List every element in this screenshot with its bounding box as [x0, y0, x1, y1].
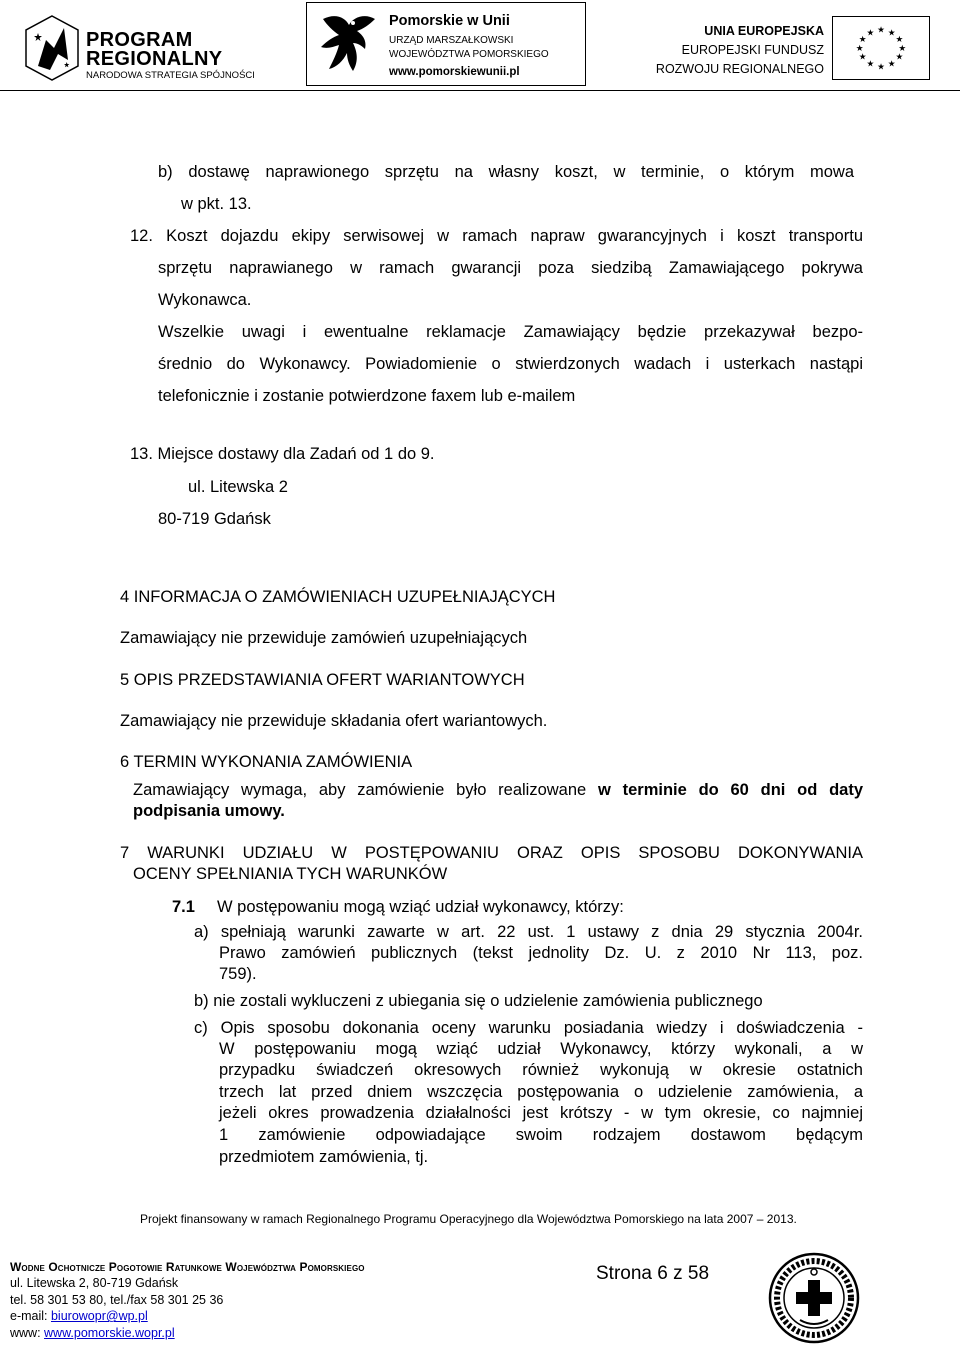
- page-number: Strona 6 z 58: [596, 1263, 710, 1284]
- item-12-line1: 12. Koszt dojazdu ekipy serwisowej w ramach napraw gwarancyjnych i koszt transportu: [130, 227, 863, 245]
- pomorskie-logo-title: Pomorskie w Unii: [389, 13, 510, 29]
- section-6-text-line1: [133, 780, 863, 800]
- eu-logo-line3: ROZWOJU REGIONALNEGO: [655, 62, 824, 76]
- item-12-line2: sprzętu naprawianego w ramach gwarancji poza siedzibą Zamawiającego pokrywa: [158, 259, 863, 277]
- svg-text:★: ★: [887, 28, 896, 39]
- item-a-line3: 759).: [219, 965, 257, 983]
- item-c-line2: W postępowaniu mogą wziąć udział Wykonawcy, którzy wykonali, a w: [219, 1040, 863, 1058]
- section-4-heading: 4 INFORMACJA O ZAMÓWIENIACH UZUPEŁNIAJĄCYCH: [120, 588, 556, 606]
- svg-text:★: ★: [855, 43, 864, 54]
- item-13-line3: 80-719 Gdańsk: [158, 510, 271, 528]
- footer-project-note: Projekt finansowany w ramach Regionalnego Programu Operacyjnego dla Województwa Pomorskiego na lata 2007 – 2013.: [140, 1212, 797, 1226]
- pomorskie-logo-line3: WOJEWÓDZTWA POMORSKIEGO: [389, 49, 549, 60]
- item-c-line6: 1 zamówienie odpowiadające swoim rodzajem dostawom będącym: [219, 1126, 863, 1144]
- item-c-line3: przypadku świadczeń okresowych również wykonują w okresie ostatnich: [219, 1061, 863, 1079]
- svg-text:★: ★: [858, 35, 867, 46]
- section-6-deadline-bold: w terminie do 60 dni od daty: [598, 781, 863, 799]
- item-a-line1: a) spełniają warunki zawarte w art. 22 ust. 1 ustawy z dnia 29 stycznia 2004r.: [194, 923, 863, 941]
- svg-text:★: ★: [895, 35, 904, 46]
- section-7-heading-line1: 7 WARUNKI UDZIAŁU W POSTĘPOWANIU ORAZ OPIS SPOSOBU DOKONYWANIA: [120, 844, 863, 862]
- eu-logo-line2: EUROPEJSKI FUNDUSZ: [681, 43, 824, 57]
- item-12-line6: telefonicznie i zostanie potwierdzone faxem lub e-mailem: [158, 387, 576, 405]
- subsection-7-1-text: W postępowaniu mogą wziąć udział wykonawcy, którzy:: [217, 898, 624, 916]
- section-6-heading: 6 TERMIN WYKONANIA ZAMÓWIENIA: [120, 753, 413, 771]
- item-13-line1: 13. Miejsce dostawy dla Zadań od 1 do 9.: [130, 445, 435, 463]
- pomorskie-logo-line2: URZĄD MARSZAŁKOWSKI: [389, 35, 514, 46]
- footer-www-label: www:: [10, 1325, 45, 1340]
- item-b2-line1: b) nie zostali wykluczeni z ubiegania się o udzielenie zamówienia publicznego: [194, 992, 763, 1010]
- item-a-line2: Prawo zamówień publicznych (tekst jednolity Dz. U. z 2010 Nr 113, poz.: [219, 944, 863, 962]
- section-6-text-regular: Zamawiający wymaga, aby zamówienie było realizowane: [133, 781, 598, 799]
- section-4-text: Zamawiający nie przewiduje zamówień uzupełniających: [120, 629, 528, 647]
- program-logo-line1: PROGRAM: [86, 29, 193, 51]
- program-logo-line3: NARODOWA STRATEGIA SPÓJNOŚCI: [86, 70, 255, 81]
- program-regionalny-emblem-icon: [24, 14, 80, 82]
- item-b-line2: w pkt. 13.: [181, 195, 252, 213]
- pomorskie-w-unii-logo: [306, 2, 586, 86]
- eu-logo-line1: UNIA EUROPEJSKA: [704, 24, 824, 38]
- program-regionalny-logo: [24, 14, 264, 84]
- svg-text:★: ★: [895, 52, 904, 63]
- svg-text:★: ★: [866, 59, 875, 70]
- svg-text:★: ★: [898, 43, 907, 54]
- wopr-seal-icon: [764, 1252, 864, 1344]
- footer-www-row: [10, 1325, 365, 1341]
- item-c-line4: trzech lat przed dniem wszczęcia postępowania o udzielenie zamówienia, a: [219, 1083, 863, 1101]
- footer-www-link[interactable]: www.pomorskie.wopr.pl: [44, 1325, 175, 1340]
- eu-flag-icon: [832, 16, 930, 80]
- item-c-line5: jeżeli okres prowadzenia działalności jest krótszy - w tym okresie, co najmniej: [219, 1104, 863, 1122]
- section-5-heading: 5 OPIS PRZEDSTAWIANIA OFERT WARIANTOWYCH: [120, 671, 525, 689]
- footer-address: ul. Litewska 2, 80-719 Gdańsk: [10, 1276, 179, 1291]
- program-logo-line2: REGIONALNY: [86, 48, 223, 70]
- item-12-line4: Wszelkie uwagi i ewentualne reklamacje Zamawiający będzie przekazywał bezpo-: [158, 323, 863, 341]
- svg-text:★: ★: [866, 28, 875, 39]
- item-13-line2: ul. Litewska 2: [188, 478, 288, 496]
- svg-text:★: ★: [887, 59, 896, 70]
- section-5-text: Zamawiający nie przewiduje składania ofert wariantowych.: [120, 712, 548, 730]
- svg-text:★: ★: [858, 52, 867, 63]
- header-divider: [0, 90, 960, 91]
- item-b-line1: b) dostawę naprawionego sprzętu na własny koszt, w terminie, o którym mowa: [158, 163, 854, 181]
- svg-text:★: ★: [877, 62, 885, 73]
- section-6-text-line2: podpisania umowy.: [133, 802, 285, 820]
- footer-contact-block: [10, 1259, 365, 1341]
- pomorskie-logo-url: www.pomorskiewunii.pl: [389, 66, 520, 78]
- item-c-line7: przedmiotem zamówienia, tj.: [219, 1148, 429, 1166]
- page-header: [0, 0, 960, 92]
- svg-text:★: ★: [877, 25, 885, 36]
- footer-organization-name: Wodne Ochotnicze Pogotowie Ratunkowe Województwa Pomorskiego: [10, 1260, 365, 1274]
- footer-email-row: [10, 1308, 365, 1324]
- item-12-line5: średnio do Wykonawcy. Powiadomienie o stwierdzonych wadach i usterkach nastąpi: [158, 355, 863, 373]
- footer-email-label: e-mail:: [10, 1309, 51, 1324]
- subsection-7-1-number: 7.1: [172, 898, 195, 916]
- item-c-line1: c) Opis sposobu dokonania oceny warunku posiadania wiedzy i doświadczenia -: [194, 1019, 863, 1037]
- griffin-emblem-icon: [313, 9, 383, 81]
- section-7-heading-line2: OCENY SPEŁNIANIA TYCH WARUNKÓW: [133, 865, 448, 883]
- footer-email-link[interactable]: biurowopr@wp.pl: [50, 1309, 148, 1324]
- unia-europejska-logo: [646, 14, 938, 84]
- item-12-line3: Wykonawca.: [158, 291, 252, 309]
- footer-phone: tel. 58 301 53 80, tel./fax 58 301 25 36: [10, 1292, 224, 1307]
